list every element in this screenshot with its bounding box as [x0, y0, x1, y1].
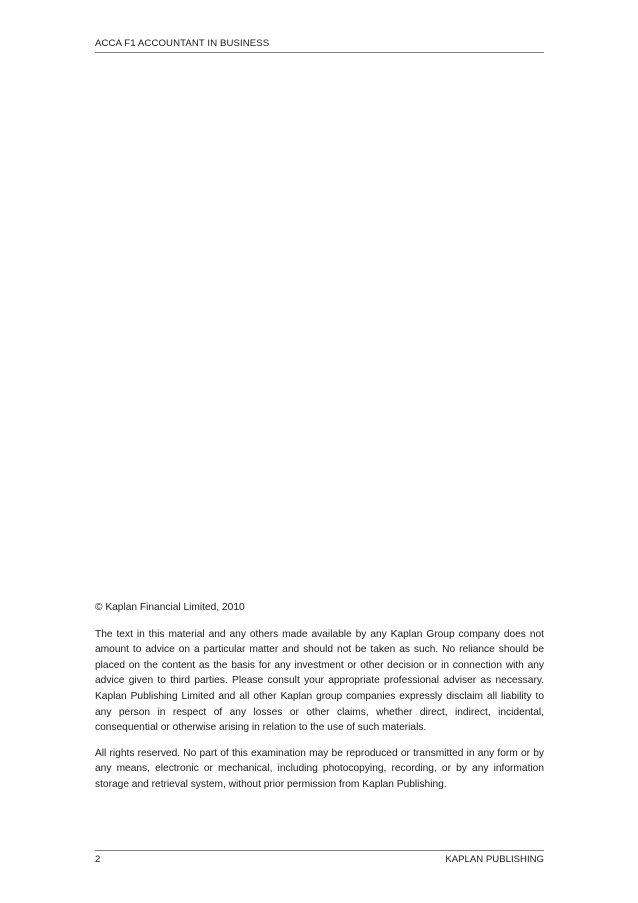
header-divider [95, 52, 544, 53]
running-footer [95, 854, 544, 865]
rights-paragraph: All rights reserved. No part of this examination may be reproduced or transmitted in any form or by any means, electronic or mechanical, including photocopying, recording, or by any information storage and retrieval system, without prior permission from Kaplan Publishing. [95, 747, 544, 790]
publisher-name: KAPLAN PUBLISHING [445, 854, 544, 865]
footer-divider [95, 850, 544, 851]
page-number: 2 [95, 854, 101, 865]
copyright-notice-block [95, 600, 544, 803]
copyright-line: © Kaplan Financial Limited, 2010 [95, 602, 245, 613]
running-header: ACCA F1 ACCOUNTANT IN BUSINESS [95, 38, 270, 49]
disclaimer-paragraph: The text in this material and any others made available by any Kaplan Group company does not amount to advice on a particular matter and should not be taken as such. No reliance should be placed on the content as the basis for any investment or other decision or in connection with any advice given to third parties. Please consult your appropriate professional adviser as necessary. Kaplan Publishing Limited and all other Kaplan group companies expressly disclaim all liability to any person in respect of any losses or other claims, whether direct, indirect, incidental, consequential or otherwise arising in relation to the use of such materials. [95, 628, 544, 734]
